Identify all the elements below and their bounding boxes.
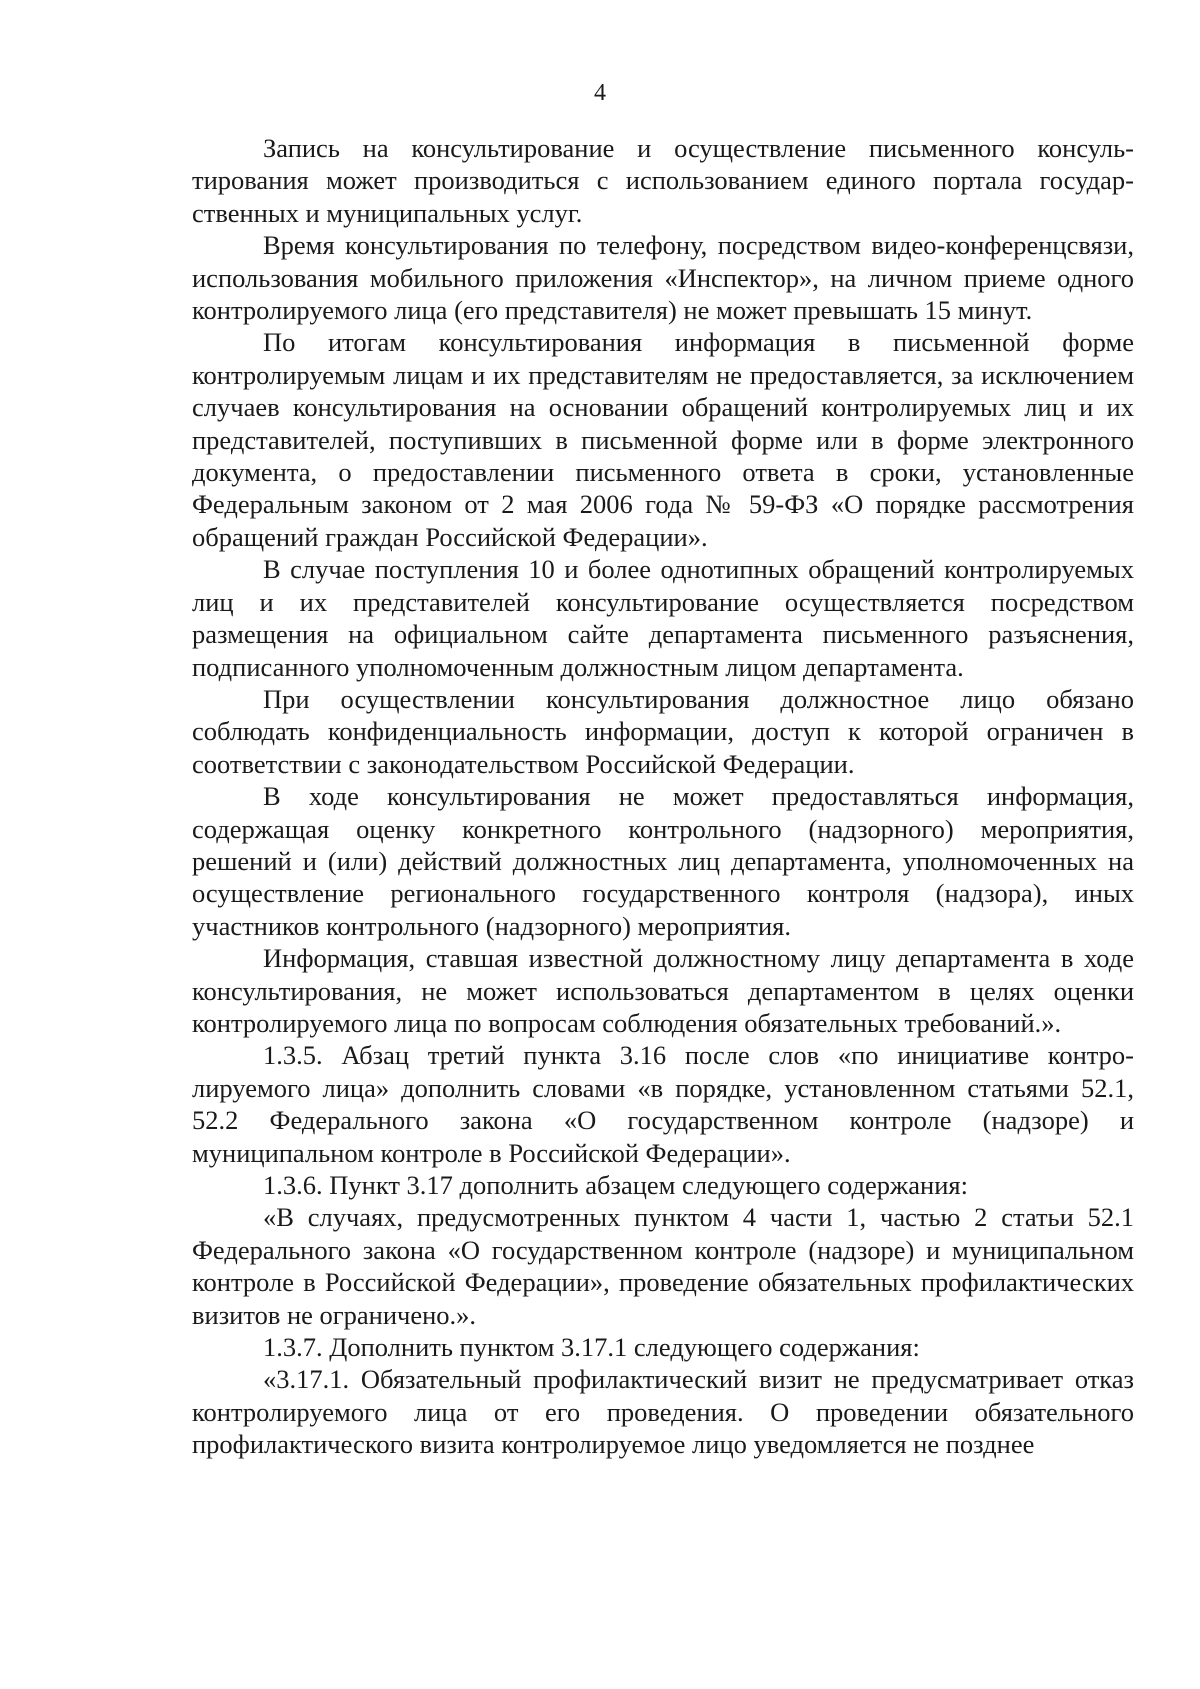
- paragraph-mandatory-visits: «В случаях, предусмотренных пунктом 4 части 1, частью 2 статьи 52.1 Федерального закона «О государственном контроле (надзоре) и муниципальном контроле в Российской Федерации», проведение обязательных профилактических визитов не ограничено.».: [192, 1202, 1134, 1330]
- document-body: [192, 132, 1134, 1461]
- paragraph-clause-3-17-1: «3.17.1. Обязательный профилактический визит не предусматривает отказ контролируемого лица от его проведения. О проведении обязательного профилактического визита контролируемое лицо уведомляется не позднее: [192, 1364, 1134, 1460]
- paragraph-consultation-results: По итогам консультирования информация в письменной форме контролируемым лицам и их представителям не предоставляется, за исключением случаев консультирования на основании обращений контролируемых лиц и их представителей, поступивших в письменной форме или в форме электронного документа, о предоставлении письменного ответа в сроки, установленные Федеральным законом от 2 мая 2006 года № 59-ФЗ «О порядке рассмотрения обращений граждан Российской Федерации».: [192, 327, 1134, 552]
- paragraph-multiple-requests: В случае поступления 10 и более однотипных обращений контролируемых лиц и их представителей консультирование осуществляется посредством размещения на официальном сайте департамента письменного разъяснения, подписанного уполномоченным должностным лицом департамента.: [192, 554, 1134, 682]
- page-number: 4: [594, 80, 606, 106]
- paragraph-clause-1-3-6: 1.3.6. Пункт 3.17 дополнить абзацем следующего содержания:: [263, 1170, 968, 1200]
- paragraph-confidentiality: При осуществлении консультирования должностное лицо обязано соблюдать конфиденциальность информации, доступ к которой ограничен в соответствии с законодательством Российской Федерации.: [192, 683, 1134, 779]
- paragraph-consultation-time: Время консультирования по телефону, посредством видео-конференцсвязи, использования мобильного приложения «Инспектор», на личном приеме одного контролируемого лица (его представителя) не может превышать 15 минут.: [192, 230, 1134, 326]
- paragraph-consultation-registration: Запись на консультирование и осуществление письменного консультирования может производиться с использованием единого портала государственных и муниципальных услуг.: [192, 133, 1134, 228]
- paragraph-information-usage: Информация, ставшая известной должностному лицу департамента в ходе консультирования, не может использоваться департаментом в целях оценки контролируемого лица по вопросам соблюдения обязательных требований.».: [192, 943, 1134, 1038]
- paragraph-clause-1-3-7: 1.3.7. Дополнить пунктом 3.17.1 следующего содержания:: [263, 1332, 920, 1363]
- paragraph-information-restrictions: В ходе консультирования не может предоставляться информация, содержащая оценку конкретного контрольного (надзорного) мероприятия, решений и (или) действий должностных лиц департамента, уполномоченных на осуществление регионального государственного контроля (надзора), иных участников контрольного (надзорного) мероприятия.: [192, 781, 1134, 941]
- paragraph-clause-1-3-5: 1.3.5. Абзац третий пункта 3.16 после слов «по инициативе контролируемого лица» дополнить словами «в порядке, установленном статьями 52.1, 52.2 Федерального закона «О государственном контроле (надзоре) и муниципальном контроле в Российской Федерации».: [192, 1040, 1134, 1168]
